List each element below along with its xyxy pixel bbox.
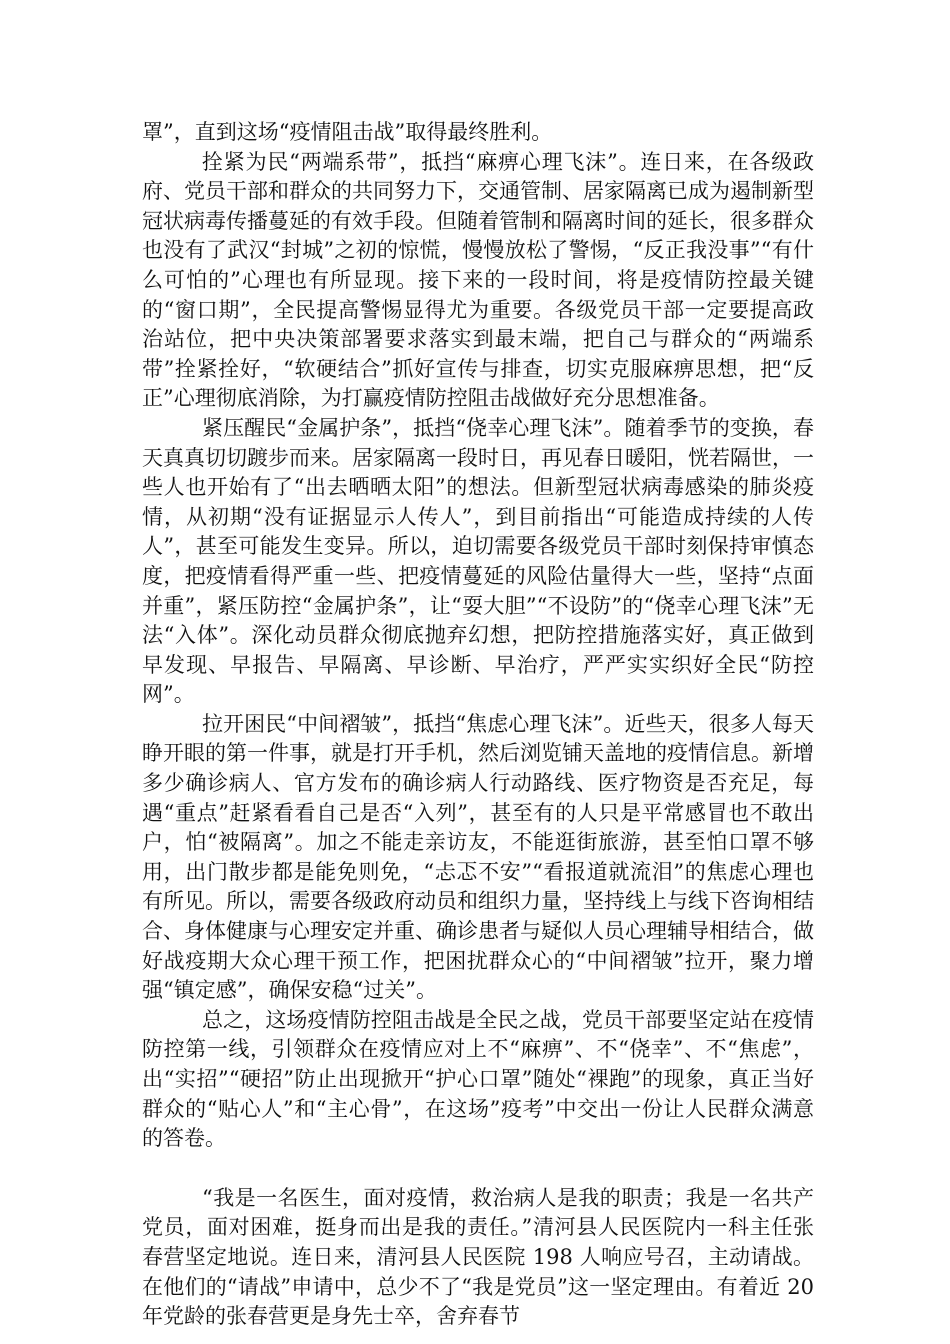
paragraph-1: 罩”，直到这场“疫情阻击战”取得最终胜利。 (142, 120, 553, 144)
paragraph-2: 拴紧为民“两端系带”，抵挡“麻痹心理飞沫”。连日来，在各级政府、党员干部和群众的共同努力下，交通管制、居家隔离已成为遏制新型冠状病毒传播蔓延的有效手段。但随着管制和隔离时间的延长，很多群众也没有了武汉“封城”之初的惊慌，慢慢放松了警惕，“反正我没事”“有什么可怕的”心理也有所显现。接下来的一段时间，将是疫情防控最关键的“窗口期”，全民提高警惕显得尤为重要。各级党员干部一定要提高政治站位，把中央决策部署要求落实到最末端，把自己与群众的“两端系带”拴紧拴好，“软硬结合”抓好宣传与排查，切实克服麻痹思想，把“反正”心理彻底消除，为打赢疫情防控阻击战做好充分思想准备。 (142, 149, 814, 411)
paragraph-gap (142, 1154, 814, 1184)
paragraph-3: 紧压醒民“金属护条”，抵挡“侥幸心理飞沫”。随着季节的变换，春天真真切切踱步而来。居家隔离一段时日，再见春日暖阳，恍若隔世，一些人也开始有了“出去晒晒太阳”的想法。但新型冠状病毒感染的肺炎疫情，从初期“没有证据显示人传人”，到目前指出“可能造成持续的人传人”，甚至可能发生变异。所以，迫切需要各级党员干部时刻保持审慎态度，把疫情看得严重一些、把疫情蔓延的风险估量得大一些，坚持“点面并重”，紧压防控“金属护条”，让“耍大胆”“不设防”的“侥幸心理飞沫”无法“入体”。深化动员群众彻底抛弃幻想，把防控措施落实好，真正做到早发现、早报告、早隔离、早诊断、早治疗，严严实实织好全民“防控网”。 (142, 415, 814, 707)
paragraph-4: 拉开困民“中间褶皱”，抵挡“焦虑心理飞沫”。近些天，很多人每天睁开眼的第一件事，就是打开手机，然后浏览铺天盖地的疫情信息。新增多少确诊病人、官方发布的确诊病人行动路线、医疗物资是否充足，每遇“重点”赶紧看看自己是否“入列”，甚至有的人只是平常感冒也不敢出户，怕“被隔离”。加之不能走亲访友，不能逛街旅游，甚至怕口罩不够用，出门散步都是能免则免，“忐忑不安”“看报道就流泪”的焦虑心理也有所见。所以，需要各级政府动员和组织力量，坚持线上与线下咨询相结合、身体健康与心理安定并重、确诊患者与疑似人员心理辅导相结合，做好战疫期大众心理干预工作，把困扰群众心的“中间褶皱”拉开，聚力增强“镇定感”，确保安稳“过关”。 (142, 711, 814, 1003)
paragraph-6: “我是一名医生，面对疫情，救治病人是我的职责；我是一名共产党员，面对困难，挺身而出是我的责任。”清河县人民医院内一科主任张春营坚定地说。连日来，清河县人民医院 198 人响应号召，主动请战。在他们的“请战”申请中，总少不了“我是党员”这一坚定理由。有着近 20 年党龄的张春营更是身先士卒，舍弃春节 (142, 1185, 814, 1329)
document-page (142, 118, 814, 1332)
paragraph-5: 总之，这场疫情防控阻击战是全民之战，党员干部要坚定站在疫情防控第一线，引领群众在疫情应对上不“麻痹”、不“侥幸”、不“焦虑”，出“实招”“硬招”防止出现掀开“护心口罩”随处“裸跑”的现象，真正当好群众的“贴心人”和“主心骨”，在这场”疫考”中交出一份让人民群众满意的答卷。 (142, 1007, 814, 1151)
